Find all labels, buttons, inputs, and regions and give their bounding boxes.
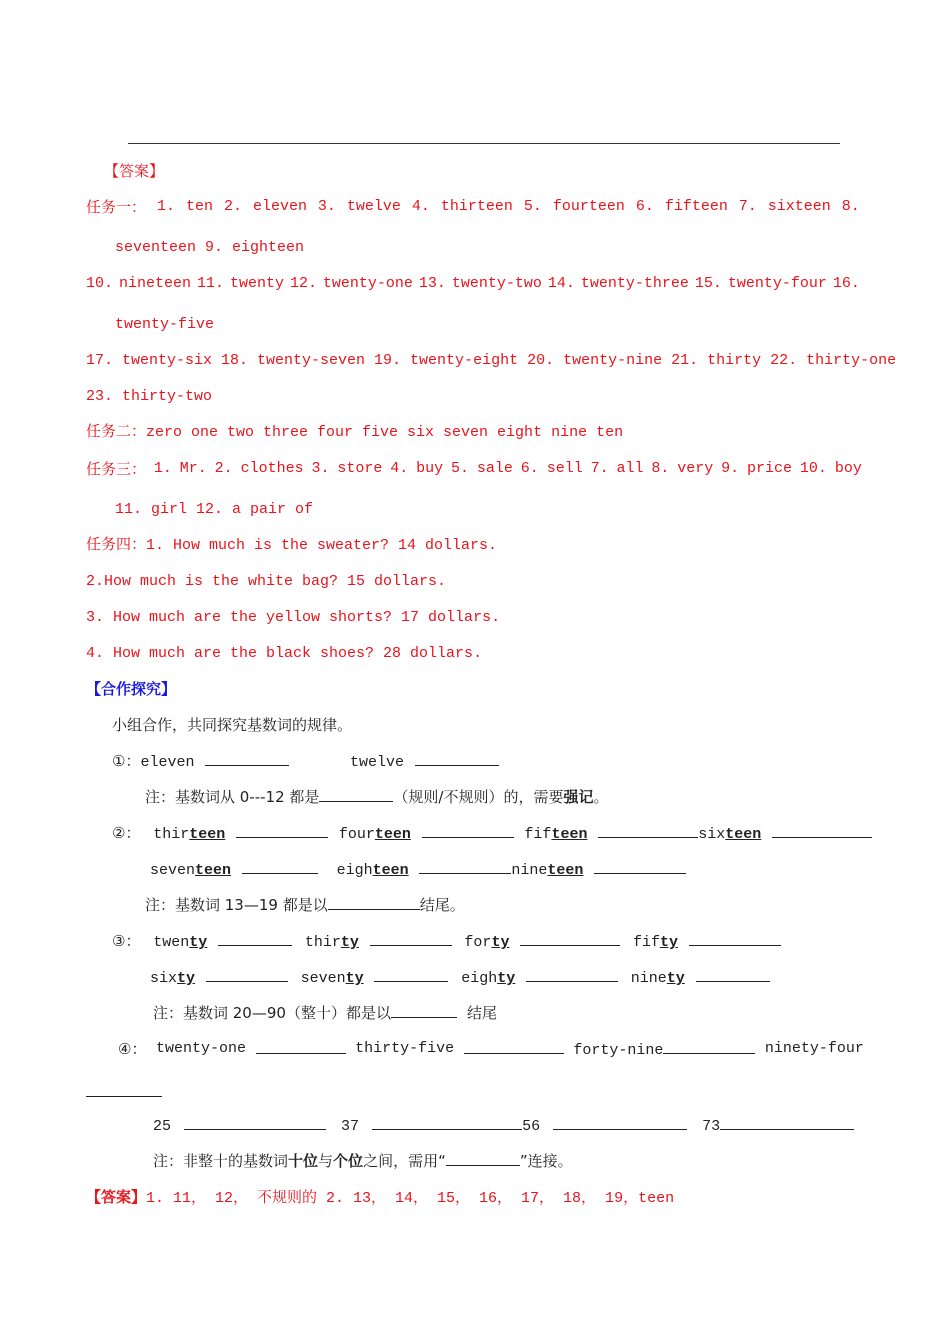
task1-item: 15.: [694, 275, 722, 292]
word-stem: seven: [300, 970, 346, 987]
answer-blank[interactable]: [391, 1003, 457, 1018]
task1-item: 8.: [841, 198, 860, 215]
task1-item: 4.: [411, 198, 430, 215]
task3-item: store: [337, 460, 383, 477]
task1-item: twenty: [229, 275, 284, 292]
number: 56: [522, 1118, 541, 1135]
answer-blank[interactable]: [696, 967, 770, 982]
task3-item: 8.: [651, 460, 670, 477]
section1-row: [112, 751, 499, 773]
section3-note: [153, 1003, 497, 1023]
task4-line3: 3. How much are the yellow shorts? 17 dollars.: [86, 609, 501, 626]
task1-item: thirteen: [440, 198, 513, 215]
section2-number: ②：: [112, 824, 141, 842]
answer-blank[interactable]: [370, 931, 452, 946]
task3-item: buy: [416, 460, 444, 477]
task3-item: sell: [546, 460, 583, 477]
answer-blank[interactable]: [594, 859, 686, 874]
task1-row3: 17. twenty-six 18. twenty-seven 19. twenty-eight 20. twenty-nine 21. thirty 22. thirty-one: [86, 352, 897, 369]
word-suffix: ty: [666, 970, 685, 987]
word-suffix: ty: [345, 970, 364, 987]
answer-blank[interactable]: [372, 1115, 522, 1130]
task1-item: 7.: [738, 198, 757, 215]
task1-item: twelve: [346, 198, 401, 215]
word-stem: fif: [524, 826, 552, 843]
task1-item: 5.: [523, 198, 542, 215]
note-text: 。: [593, 788, 609, 806]
answer-blank[interactable]: [720, 1115, 854, 1130]
task3-item: very: [677, 460, 714, 477]
word: [633, 934, 678, 951]
answer-blank[interactable]: [242, 859, 318, 874]
word: [150, 862, 231, 879]
word-stem: eigh: [336, 862, 373, 879]
word-stem: fif: [633, 934, 661, 951]
task2-line: 任务二：zero one two three four five six seven eight nine ten: [86, 424, 624, 441]
task1-item: 6.: [635, 198, 654, 215]
word-suffix: ty: [491, 934, 510, 951]
task1-item: twenty-one: [322, 275, 413, 292]
word: [511, 862, 583, 879]
answer-blank[interactable]: [553, 1115, 687, 1130]
answer-blank[interactable]: [374, 967, 448, 982]
answer-blank[interactable]: [218, 931, 292, 946]
answer-blank[interactable]: [415, 751, 499, 766]
task3-item: 1.: [153, 460, 172, 477]
task1-item: 10.: [86, 275, 114, 292]
task1-row1-cont: seventeen 9. eighteen: [115, 239, 305, 256]
note-text: 注：基数词从 0---12 都是: [145, 788, 320, 806]
task1-item: 16.: [832, 275, 860, 292]
task1-row2-cont: twenty-five: [115, 316, 215, 333]
word-stem: nine: [511, 862, 548, 879]
word: [524, 826, 587, 843]
number: 73: [702, 1118, 721, 1135]
note-text: 注：基数词 13—19 都是以: [145, 896, 328, 914]
word: [153, 826, 225, 843]
task3-item: 10.: [799, 460, 827, 477]
task4-line2: 2.How much is the white bag? 15 dollars.: [86, 573, 447, 590]
task3-item: 6.: [520, 460, 539, 477]
answer-blank[interactable]: [256, 1039, 346, 1054]
task3-item: 5.: [451, 460, 470, 477]
note-text: 结尾: [466, 1004, 497, 1022]
task4-line1: 任务四：1. How much is the sweater? 14 dollars.: [86, 537, 498, 554]
section2-note: [145, 895, 465, 915]
task1-prefix: 任务一：: [86, 198, 147, 216]
word-suffix: ty: [189, 934, 208, 951]
answer-blank[interactable]: [772, 823, 872, 838]
word: [631, 970, 685, 987]
word-stem: six: [150, 970, 178, 987]
section2-row1: [112, 823, 872, 845]
task1-row4: 23. thirty-two: [86, 388, 213, 405]
word-stem: nine: [630, 970, 667, 987]
answer-blank[interactable]: [86, 1082, 162, 1097]
answer-blank[interactable]: [526, 967, 618, 982]
task1-item: 1.: [156, 198, 175, 215]
task1-item: 14.: [547, 275, 575, 292]
task3-row: [86, 459, 862, 479]
task1-item: twenty-two: [451, 275, 542, 292]
word: thirty-five: [355, 1040, 455, 1057]
task1-item: 11.: [196, 275, 224, 292]
answer2-heading: 【答案】: [86, 1188, 147, 1206]
task3-item: 4.: [390, 460, 409, 477]
word: twenty-one: [156, 1040, 247, 1057]
task1-item: twenty-four: [727, 275, 827, 292]
word-suffix: ty: [497, 970, 516, 987]
task1-row2: [86, 274, 860, 294]
word: [698, 826, 761, 843]
task1-item: fifteen: [664, 198, 728, 215]
task3-item: 2.: [214, 460, 233, 477]
task4-line4: 4. How much are the black shoes? 28 dollars.: [86, 645, 483, 662]
task3-item: 7.: [590, 460, 609, 477]
header-rule: [128, 143, 840, 144]
task1-item: ten: [185, 198, 213, 215]
word-stem: thir: [304, 934, 341, 951]
word-suffix: teen: [189, 826, 226, 843]
coop-intro: 小组合作，共同探究基数词的规律。: [112, 716, 353, 734]
task3-item: price: [747, 460, 793, 477]
task3-item: clothes: [240, 460, 304, 477]
answer-blank[interactable]: [422, 823, 514, 838]
task1-item: 12.: [289, 275, 317, 292]
note-text: ”连接。: [519, 1152, 573, 1170]
task1-item: eleven: [252, 198, 307, 215]
note-text: 结尾。: [419, 896, 465, 914]
note-text: 注：非整十的基数词: [153, 1152, 289, 1170]
word-stem: thir: [153, 826, 190, 843]
task1-item: 2.: [223, 198, 242, 215]
coop-heading: 【合作探究】: [86, 680, 177, 698]
section3-row2: [150, 967, 770, 989]
word: eleven: [140, 754, 195, 771]
word: forty-nine: [573, 1042, 664, 1059]
word: [464, 934, 509, 951]
note-bold: 强记: [563, 788, 594, 806]
section4-note: [153, 1151, 573, 1171]
task1-item: twenty-three: [580, 275, 689, 292]
word-suffix: teen: [195, 862, 232, 879]
task1-item: fourteen: [552, 198, 625, 215]
word-suffix: ty: [340, 934, 359, 951]
task1-row1: [86, 197, 860, 217]
word-suffix: ty: [660, 934, 679, 951]
word-suffix: teen: [725, 826, 762, 843]
answer-blank[interactable]: [663, 1039, 755, 1054]
task3-prefix: 任务三：: [86, 460, 147, 478]
word-stem: twen: [153, 934, 190, 951]
answer-blank[interactable]: [206, 967, 288, 982]
word: [305, 934, 359, 951]
section3-number: ③：: [112, 932, 141, 950]
word-stem: six: [698, 826, 726, 843]
answer-blank[interactable]: [419, 859, 511, 874]
word: [153, 934, 207, 951]
task1-item: 3.: [317, 198, 336, 215]
answer-blank[interactable]: [319, 787, 393, 802]
task3-item: 9.: [721, 460, 740, 477]
task3-item: all: [616, 460, 644, 477]
task3-item: Mr.: [179, 460, 207, 477]
answer-blank[interactable]: [520, 931, 620, 946]
number: 25: [153, 1118, 172, 1135]
answer2-line: [86, 1187, 674, 1209]
answer-blank[interactable]: [446, 1151, 520, 1166]
word-with-blank: [573, 1039, 755, 1061]
word: [150, 970, 195, 987]
word-stem: for: [464, 934, 492, 951]
answer-blank[interactable]: [236, 823, 328, 838]
note-text: 之间，需用“: [363, 1152, 446, 1170]
task3-item: boy: [834, 460, 862, 477]
answer-blank[interactable]: [464, 1039, 564, 1054]
word: [339, 826, 411, 843]
section2-row2: [150, 859, 686, 881]
note-bold: 个位: [333, 1152, 364, 1170]
word: [301, 970, 364, 987]
word: [337, 862, 409, 879]
word: ninety-four: [764, 1040, 864, 1057]
answer-blank[interactable]: [184, 1115, 326, 1130]
word: [461, 970, 515, 987]
answer-blank[interactable]: [205, 751, 289, 766]
word: twelve: [350, 754, 405, 771]
answer-blank[interactable]: [598, 823, 698, 838]
word-stem: four: [338, 826, 375, 843]
word-stem: eigh: [461, 970, 498, 987]
section4-row2: [153, 1115, 854, 1137]
note-text: （规则/不规则）的，需要: [393, 788, 564, 806]
task3-item: sale: [476, 460, 513, 477]
answer-blank[interactable]: [689, 931, 781, 946]
word-suffix: teen: [372, 862, 409, 879]
note-text: 注：基数词 20—90（整十）都是以: [153, 1004, 391, 1022]
note-text: 与: [318, 1152, 334, 1170]
task3-item: 3.: [311, 460, 330, 477]
answer-heading: 【答案】: [104, 162, 165, 180]
number: 37: [341, 1118, 360, 1135]
word-stem: seven: [150, 862, 196, 879]
word-suffix: ty: [177, 970, 196, 987]
task1-item: 13.: [418, 275, 446, 292]
section3-row1: [112, 931, 781, 953]
word-suffix: teen: [374, 826, 411, 843]
answer2-body: 1. 11， 12， 不规则的 2. 13， 14， 15， 16， 17， 18， 19，teen: [146, 1190, 675, 1207]
section4-number: ④：: [118, 1040, 147, 1058]
task3-cont: 11. girl 12. a pair of: [115, 501, 314, 518]
task1-item: nineteen: [118, 275, 191, 292]
word-suffix: teen: [547, 862, 584, 879]
note-bold: 十位: [288, 1152, 319, 1170]
section1-number: ①：: [112, 752, 141, 770]
section4-row1: [118, 1039, 864, 1061]
task1-item: sixteen: [767, 198, 831, 215]
section1-note: [145, 787, 609, 807]
word-suffix: teen: [551, 826, 588, 843]
answer-blank[interactable]: [328, 895, 420, 910]
